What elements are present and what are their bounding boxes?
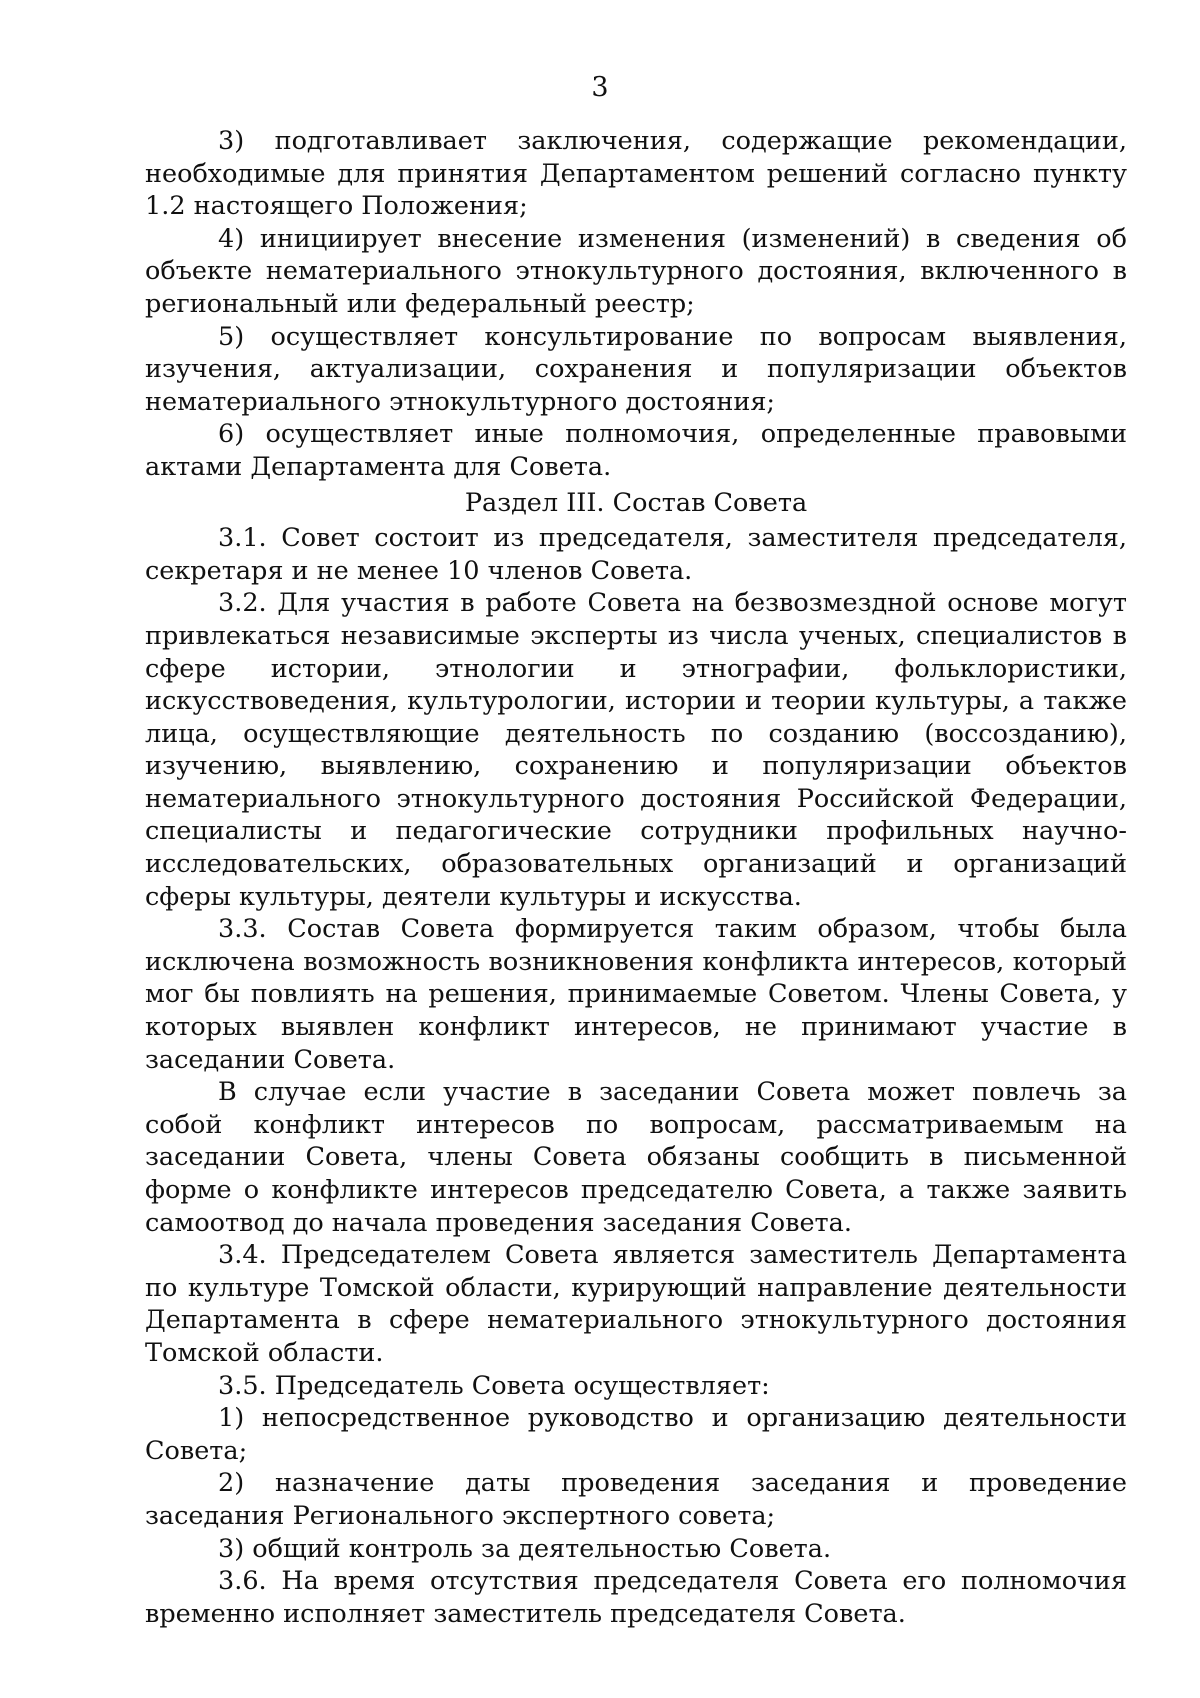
paragraph-3-3-conflict: В случае если участие в заседании Совета может повлечь за собой конфликт интересов по вопросам, рассматриваемым на заседании Совета, члены Совета обязаны сообщить в письменной форме о конфликте интересов председателю Совета, а также заявить самоотвод до начала проведения заседания Совета.: [145, 1077, 1127, 1238]
document-body: [145, 125, 1127, 1630]
page-number: 3: [591, 72, 609, 103]
paragraph-3-5: 3.5. Председатель Совета осуществляет:: [218, 1370, 770, 1401]
paragraph-3-2: 3.2. Для участия в работе Совета на безвозмездной основе могут привлекаться независимые эксперты из числа ученых, специалистов в сфере истории, этнологии и этнографии, фольклористики, искусствоведения, культурологии, истории и теории культуры, а также лица, осуществляющие деятельность по созданию (воссозданию), изучению, выявлению, сохранению и популяризации объектов нематериального этнокультурного достояния Российской Федерации, специалисты и педагогические сотрудники профильных научно-исследовательских, образовательных организаций и организаций сферы культуры, деятели культуры и искусства.: [145, 588, 1127, 912]
section-heading: Раздел III. Состав Совета: [464, 487, 808, 518]
paragraph-3-1: 3.1. Совет состоит из председателя, заместителя председателя, секретаря и не менее 10 членов Совета.: [145, 523, 1127, 586]
paragraph-item-3: 3) подготавливает заключения, содержащие рекомендации, необходимые для принятия Департаментом решений согласно пункту 1.2 настоящего Положения;: [145, 126, 1127, 222]
paragraph-3-5-item-1: 1) непосредственное руководство и организацию деятельности Совета;: [145, 1403, 1127, 1466]
paragraph-item-4: 4) инициирует внесение изменения (изменений) в сведения об объекте нематериального этнокультурного достояния, включенного в региональный или федеральный реестр;: [145, 223, 1127, 319]
paragraph-3-6: 3.6. На время отсутствия председателя Совета его полномочия временно исполняет заместитель председателя Совета.: [145, 1566, 1127, 1629]
paragraph-3-5-item-3: 3) общий контроль за деятельностью Совета.: [218, 1533, 832, 1564]
paragraph-3-5-item-2: 2) назначение даты проведения заседания и проведение заседания Регионального экспертного совета;: [145, 1468, 1127, 1531]
paragraph-3-4: 3.4. Председателем Совета является заместитель Департамента по культуре Томской области, курирующий направление деятельности Департамента в сфере нематериального этнокультурного достояния Томской области.: [145, 1240, 1127, 1368]
paragraph-3-3: 3.3. Состав Совета формируется таким образом, чтобы была исключена возможность возникновения конфликта интересов, который мог бы повлиять на решения, принимаемые Советом. Члены Совета, у которых выявлен конфликт интересов, не принимают участие в заседании Совета.: [145, 914, 1127, 1075]
paragraph-item-5: 5) осуществляет консультирование по вопросам выявления, изучения, актуализации, сохранения и популяризации объектов нематериального этнокультурного достояния;: [145, 321, 1127, 417]
paragraph-item-6: 6) осуществляет иные полномочия, определенные правовыми актами Департамента для Совета.: [145, 419, 1127, 482]
